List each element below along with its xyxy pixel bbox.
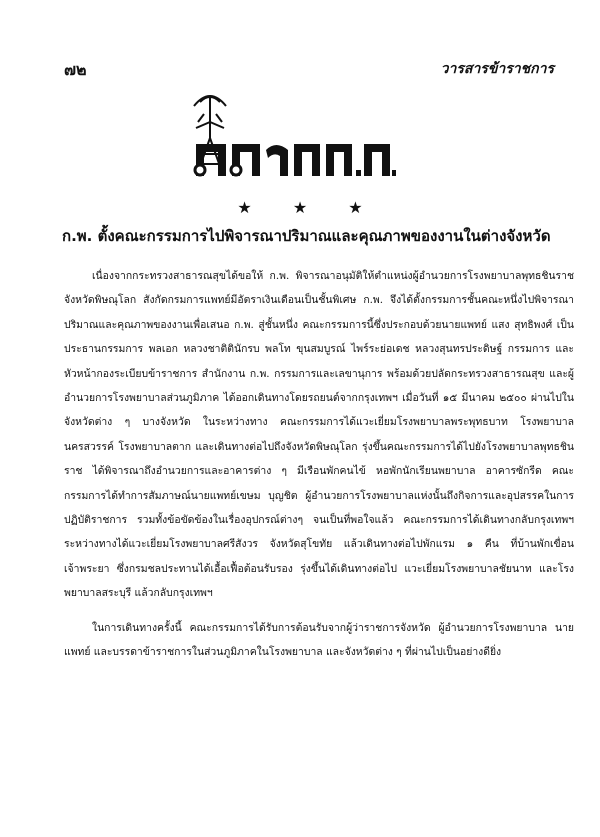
page-number: ๗๒: [64, 60, 87, 79]
body-paragraph: เนื่องจากกระทรวงสาธารณสุขได้ขอให้ ก.พ. พิจารณาอนุมัติให้ตำแหน่งผู้อำนวยการโรงพยาบาลพุทธชินราช จังหวัดพิษณุโลก สังกัดกรมการแพทย์มีอัตราเงินเดือนเป็นชั้นพิเศษ ก.พ. จึงได้ตั้งกรรมการชั้นคณะหนึ่งไปพิจารณาปริมาณและคุณภาพของงานเพื่อเสนอ ก.พ. สู่ชั้นหนึ่ง คณะกรรมการนี้ซึ่งประกอบด้วยนายแพทย์ แสง สุทธิพงศ์ เป็นประธานกรรมการ พลเอก หลวงชาติตินักรบ พลโท ขุนสมบูรณ์ ไพร์ระย่อเดช หลวงสุนทรประดิษฐ์ กรรมการ และหัวหน้ากองระเบียบข้าราชการ สำนักงาน ก.พ. กรรมการและเลขานุการ พร้อมด้วยปลัดกระทรวงสาธารณสุข และผู้อำนวยการโรงพยาบาลส่วนภูมิภาค ได้ออกเดินทางโดยรถยนต์จากกรุงเทพฯ เมื่อวันที่ ๑๕ มีนาคม ๒๕๐๐ ผ่านไปในจังหวัดต่าง ๆ บางจังหวัด ในระหว่างทาง คณะกรรมการได้แวะเยี่ยมโรงพยาบาลพระพุทธบาท โรงพยาบาลนครสวรรค์ โรงพยาบาลตาก และเดินทางต่อไปถึงจังหวัดพิษณุโลก รุ่งขึ้นคณะกรรมการได้ไปยังโรงพยาบาลพุทธชินราช ได้พิจารณาถึงอำนวยการและอาคารต่าง ๆ มีเรือนพักคนไข้ หอพักนักเรียนพยาบาล อาคารซักรีด คณะกรรมการได้ทำการสัมภาษณ์นายแพทย์เขษม บุญชิต ผู้อำนวยการโรงพยาบาลแห่งนั้นถึงกิจการและอุปสรรคในการปฏิบัติราชการ รวมทั้งข้อขัดข้องในเรื่องอุปกรณ์ต่างๆ จนเป็นที่พอใจแล้ว คณะกรรมการได้เดินทางกลับกรุงเทพฯ ระหว่างทางได้แวะเยี่ยมโรงพยาบาลศรีสังวร จังหวัดสุโขทัย แล้วเดินทางต่อไปพักแรม ๑ คืน ที่บ้านพักเขื่อนเจ้าพระยา ซึ่งกรมชลประทานได้เอื้อเฟื้อต้อนรับรอง รุ่งขึ้นได้เดินทางต่อไป แวะเยี่ยมโรงพยาบาลชัยนาท และโรงพยาบาลสระบุรี แล้วกลับกรุงเทพฯ: [64, 270, 574, 600]
article-title: ก.พ. ตั้งคณะกรรมการไปพิจารณาปริมาณและคุณภาพของงานในต่างจังหวัด: [62, 227, 551, 245]
logo-lettering: [195, 144, 396, 176]
running-header: วารสารข้าราชการ: [440, 61, 554, 77]
column-logo-art: [186, 92, 396, 184]
body-paragraph: ในการเดินทางครั้งนี้ คณะกรรมการได้รับการต้อนรับจากผู้ว่าราชการจังหวัด ผู้อำนวยการโรงพยาบาล นายแพทย์ และบรรดาข้าราชการในส่วนภูมิภาคในโรงพยาบาล และจังหวัดต่าง ๆ ที่ผ่านไปเป็นอย่างดียิ่ง: [64, 621, 574, 659]
section-stars: ★ ★ ★: [237, 198, 381, 217]
article-body: [64, 264, 574, 665]
column-logo: [186, 92, 396, 184]
